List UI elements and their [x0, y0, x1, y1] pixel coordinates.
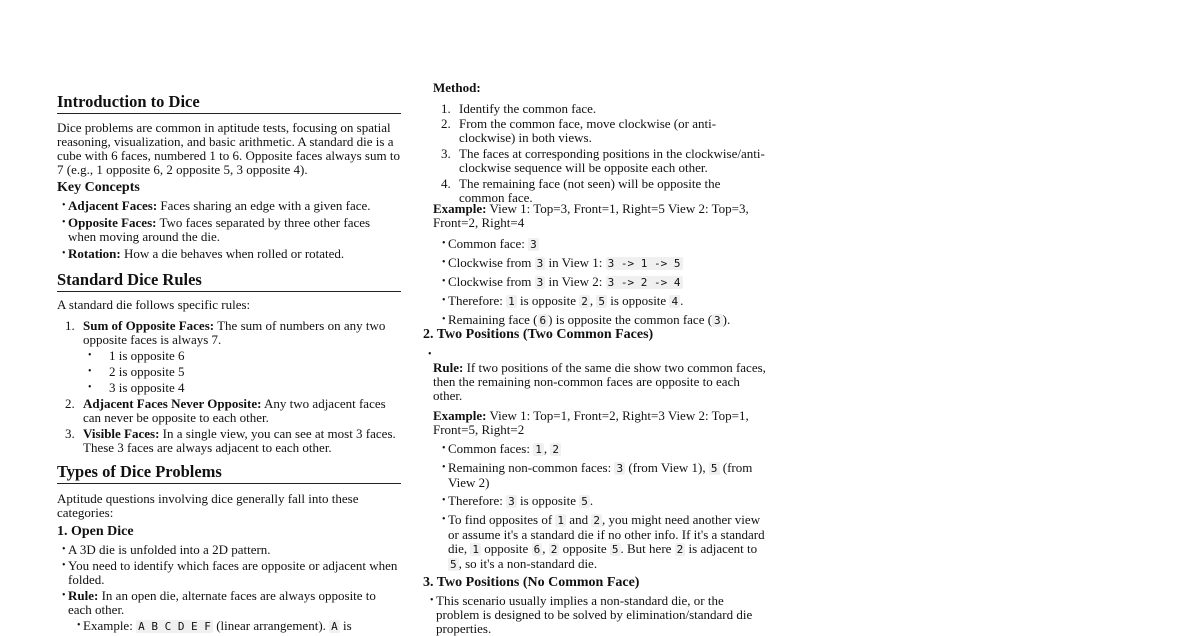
list-item: • 2 is opposite 5	[83, 365, 401, 379]
rules-list	[57, 319, 401, 455]
list-item: 1. Sum of Opposite Faces: The sum of numbers on any two opposite faces is always 7. • 1 is opposite 6 • 2 is opposite 5 • 3 is opposite 4	[57, 319, 401, 395]
no-common-list	[425, 594, 769, 636]
list-item: 2. From the common face, move clockwise (or anti-clockwise) in both views.	[441, 116, 717, 145]
list-item: • Adjacent Faces: Faces sharing an edge with a given face.	[57, 199, 401, 213]
list-item: • You need to identify which faces are opposite or adjacent when folded.	[57, 559, 401, 587]
example-1-steps	[437, 237, 769, 328]
two-common-heading: 2. Two Positions (Two Common Faces)	[423, 327, 654, 342]
list-item: • Common face: 3	[437, 237, 769, 252]
intro-heading: Introduction to Dice	[57, 92, 401, 114]
key-concepts-heading: Key Concepts	[57, 180, 140, 195]
list-item: • Remaining face ( 6 ) is opposite the common face ( 3 ).	[437, 313, 769, 328]
two-common-rule: Rule: If two positions of the same die show two common faces, then the remaining non-common faces are opposite to each other.	[433, 360, 766, 403]
list-item: • To find opposites of 1 and 2 , you might need another view or assume it's a standard die if no other info. If it's a standard die, 1 opposite 6 , 2 opposite 5 . But here 2 is adjacent to 5 , so it's a non-standard die.	[437, 513, 769, 572]
list-item: • Common faces: 1 , 2	[437, 442, 769, 457]
list-item	[423, 348, 769, 360]
list-item: • Rotation: How a die behaves when rolled or rotated.	[57, 247, 401, 261]
key-concepts-list	[57, 199, 401, 261]
list-item: • Clockwise from 3 in View 2: 3 -> 2 -> 4	[437, 275, 769, 290]
list-item: • Opposite Faces: Two faces separated by three other faces when moving around the die.	[57, 216, 401, 244]
intro-paragraph: Dice problems are common in aptitude tests, focusing on spatial reasoning, visualization, and basic arithmetic. A standard die is a cube with 6 faces, numbered 1 to 6. Opposite faces always sum to 7 (e.g., 1 opposite 6, 2 opposite 5, 3 opposite 4).	[57, 120, 400, 177]
list-item: 4. The remaining face (not seen) will be opposite the common face.	[441, 176, 721, 205]
list-item: • A 3D die is unfolded into a 2D pattern.	[57, 543, 401, 557]
list-item: 3. The faces at corresponding positions in the clockwise/anti-clockwise sequence will be opposite each other.	[441, 146, 765, 175]
example-1: Example: View 1: Top=3, Front=1, Right=5 View 2: Top=3, Front=2, Right=4	[433, 201, 749, 230]
list-item: • Therefore: 3 is opposite 5 .	[437, 494, 769, 509]
list-item: • Clockwise from 3 in View 1: 3 -> 1 -> 5	[437, 256, 769, 271]
list-item: 3. Visible Faces: In a single view, you can see at most 3 faces. These 3 faces are always adjacent to each other.	[65, 426, 396, 455]
list-item: 1. Identify the common face.	[441, 101, 597, 116]
example-2-steps	[437, 442, 769, 572]
method-label: Method:	[433, 80, 481, 95]
list-item: • Therefore: 1 is opposite 2 , 5 is opposite 4 .	[437, 294, 769, 309]
two-common-list	[423, 348, 769, 360]
list-item: 2. Adjacent Faces Never Opposite: Any two adjacent faces can never be opposite to each other.	[65, 396, 386, 425]
list-item: • 3 is opposite 4	[83, 381, 401, 395]
list-item: • Remaining non-common faces: 3 (from View 1), 5 (from View 2)	[437, 461, 769, 490]
open-dice-heading: 1. Open Dice	[57, 524, 134, 539]
example-2: Example: View 1: Top=1, Front=2, Right=3 View 2: Top=1, Front=5, Right=2	[433, 408, 749, 437]
rules-heading: Standard Dice Rules	[57, 270, 401, 292]
list-item: • Example: A B C D E F (linear arrangement). A is	[72, 619, 401, 634]
list-item: • 1 is opposite 6	[83, 349, 401, 363]
list-item: • Rule: In an open die, alternate faces are always opposite to each other. • Example: A B C D E F (linear arrangement). A is	[57, 589, 401, 634]
rules-intro: A standard die follows specific rules:	[57, 297, 251, 312]
types-intro: Aptitude questions involving dice generally fall into these categories:	[57, 491, 359, 520]
open-dice-list	[57, 543, 401, 634]
types-heading: Types of Dice Problems	[57, 462, 401, 484]
no-common-heading: 3. Two Positions (No Common Face)	[423, 575, 640, 590]
list-item: • This scenario usually implies a non-standard die, or the problem is designed to be solved by elimination/standard die properties.	[425, 594, 769, 636]
method-steps	[433, 102, 769, 205]
